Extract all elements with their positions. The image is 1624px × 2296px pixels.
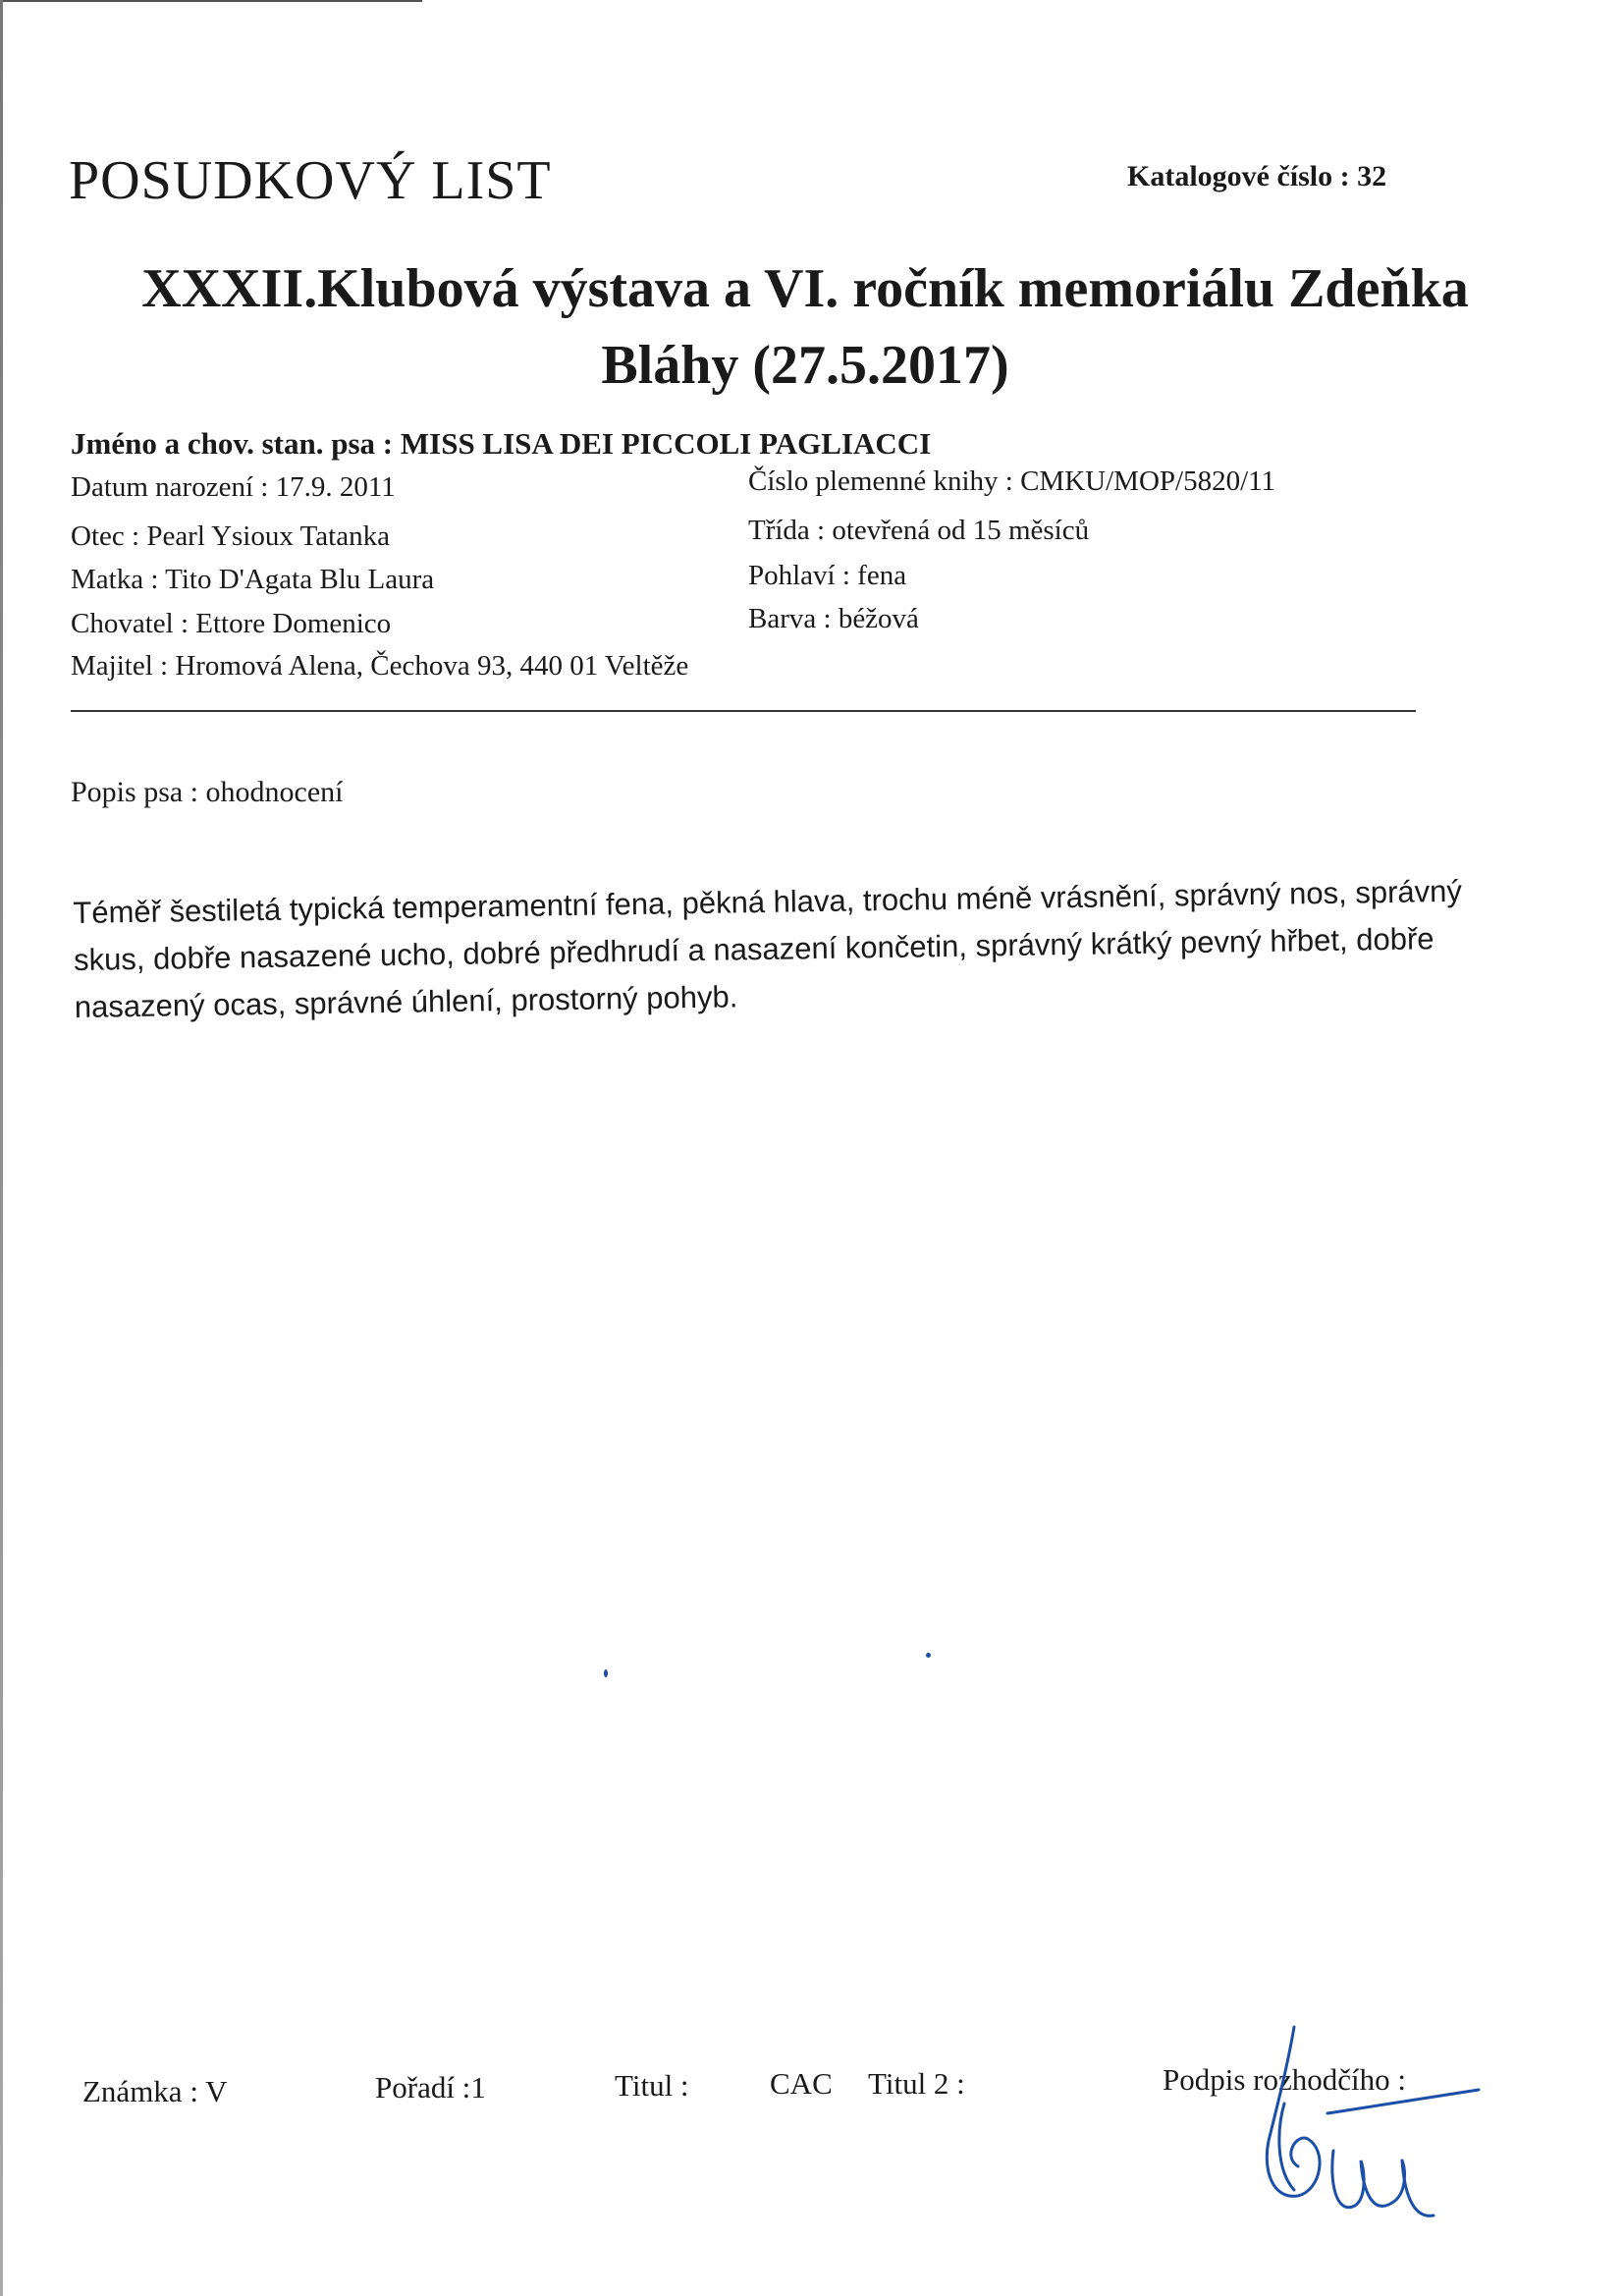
placement-field [375, 2070, 486, 2105]
breeder-field [71, 608, 391, 640]
class-value: otevřená od 15 měsíců [832, 515, 1090, 546]
catalog-number [1127, 160, 1386, 193]
title-value: CAC [770, 2066, 833, 2101]
mother-field [71, 564, 434, 596]
owner-value: Hromová Alena, Čechova 93, 440 01 Veltěže [175, 650, 689, 682]
studbook-value: CMKU/MOP/5820/11 [1020, 465, 1276, 497]
mother-label: Matka : [71, 564, 159, 595]
evaluation-text: Téměř šestiletá typická temperamentní fena, pěkná hlava, trochu méně vrásnění, správný nos, správný skus, dobře nasazené ucho, dobré předhrudí a nasazení končetin, správný krátký pevný hřbet, dobře nasazený ocas, správné úhlení, prostorný pohyb. [73, 873, 1463, 1024]
show-title: XXXII.Klubová výstava a VI. ročník memoriálu Zdeňka Bláhy (27.5.2017) [141, 258, 1469, 396]
placement-value: 1 [470, 2070, 486, 2105]
breeder-value: Ettore Domenico [195, 608, 392, 639]
scan-speck [926, 1653, 931, 1658]
birth-date-label: Datum narození : [71, 471, 269, 503]
document-title: POSUDKOVÝ LIST [69, 150, 552, 211]
color-value: béžová [838, 603, 919, 634]
grade-label: Známka : [82, 2074, 198, 2108]
sex-label: Pohlaví : [748, 560, 850, 591]
breeder-label: Chovatel : [71, 608, 189, 639]
owner-label: Majitel : [71, 650, 169, 682]
color-label: Barva : [748, 603, 832, 634]
title-label: Titul : [615, 2068, 689, 2103]
catalog-value: 32 [1357, 160, 1387, 192]
divider-line [71, 710, 1416, 712]
owner-field [71, 650, 688, 683]
mother-value: Tito D'Agata Blu Laura [165, 564, 435, 595]
color-field [748, 603, 919, 635]
catalog-label: Katalogové číslo : [1127, 160, 1350, 192]
scan-speck [604, 1669, 608, 1677]
birth-date-field [71, 471, 396, 504]
class-field [748, 515, 1089, 547]
studbook-label: Číslo plemenné knihy : [748, 465, 1013, 497]
dog-name-label: Jméno a chov. stan. psa : [71, 426, 394, 461]
dog-name-value: MISS LISA DEI PICCOLI PAGLIACCI [400, 426, 932, 461]
title2-field [868, 2066, 965, 2102]
page-top-edge [0, 0, 422, 2]
sex-field [748, 560, 906, 592]
grade-field [82, 2074, 228, 2109]
grade-value: V [205, 2074, 228, 2108]
studbook-field [748, 465, 1275, 498]
class-label: Třída : [748, 515, 826, 546]
page-left-edge [0, 0, 3, 2296]
title-field [615, 2068, 689, 2104]
judge-signature [1239, 2023, 1485, 2239]
title2-label: Titul 2 : [868, 2066, 965, 2101]
signature-label: Podpis rozhodčího : [1163, 2062, 1406, 2097]
father-value: Pearl Ysioux Tatanka [146, 520, 390, 552]
evaluation-label: Popis psa : ohodnocení [71, 776, 344, 808]
placement-label: Pořadí : [375, 2070, 471, 2105]
father-label: Otec : [71, 520, 140, 552]
sex-value: fena [857, 560, 907, 591]
birth-date-value: 17.9. 2011 [275, 471, 396, 503]
father-field [71, 520, 390, 553]
dog-name-row [71, 426, 931, 462]
